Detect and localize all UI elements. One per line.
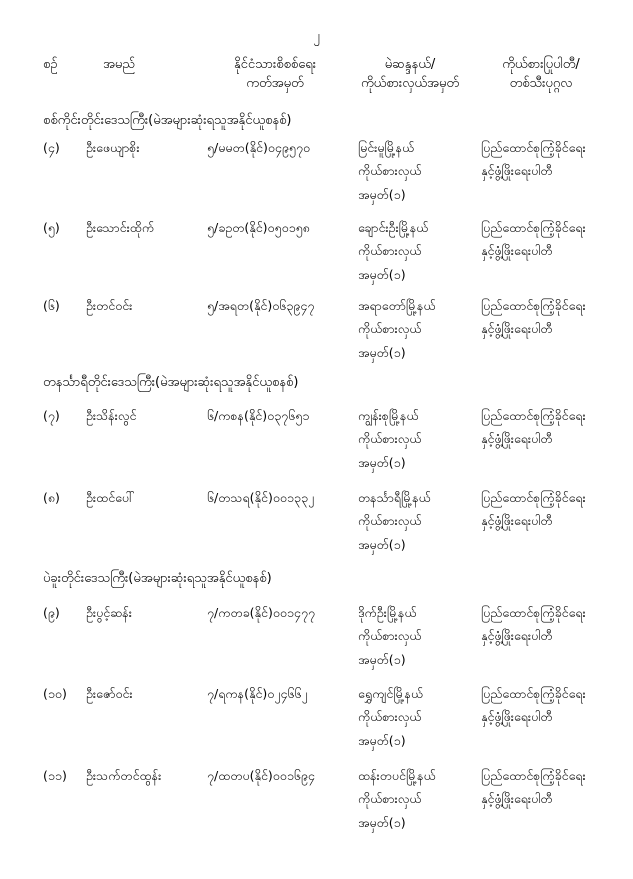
header-col-nrc-line1: နိုင်ငံသားစိစစ်ရေး bbox=[233, 57, 317, 72]
row-party: ပြည်ထောင်စုကြံ့ခိုင်ရေး bbox=[481, 768, 586, 783]
row-party: ပြည်ထောင်စုကြံ့ခိုင်ရေး bbox=[481, 298, 586, 313]
row-nrc: ၆/ကစန(နိုင်)၀၃၇၆၅၁ bbox=[207, 408, 310, 423]
row-name: ဦးသောင်းထိုက် bbox=[86, 220, 155, 235]
row-nrc: ၅/ခဥတ(နိုင်)၀၅၀၁၅၈ bbox=[207, 220, 310, 235]
row-nrc: ၇/ရကန(နိုင်)၀၂၄၆၆၂ bbox=[207, 686, 308, 701]
row-party-line2: နှင့်ဖွံ့ဖြိုးရေးပါတီ bbox=[481, 431, 553, 446]
table-row bbox=[0, 605, 633, 675]
row-party-line2: နှင့်ဖွံ့ဖြိုးရေးပါတီ bbox=[481, 513, 553, 528]
header-col-no: စဉ် bbox=[43, 57, 58, 72]
table-row bbox=[0, 686, 633, 756]
row-party-line2: နှင့်ဖွံ့ဖြိုးရေးပါတီ bbox=[481, 321, 553, 336]
row-constituency: ဒိုက်ဦးမြို့နယ် bbox=[358, 605, 417, 620]
header-col-nrc bbox=[205, 55, 345, 93]
row-party: ပြည်ထောင်စုကြံ့ခိုင်ရေး bbox=[481, 605, 586, 620]
row-name: ဦးတင်ဝင်း bbox=[86, 298, 133, 313]
row-constituency-line3: အမှတ်(၁) bbox=[358, 187, 406, 202]
row-party-line2: နှင့်ဖွံ့ဖြိုးရေးပါတီ bbox=[481, 243, 553, 258]
row-nrc: ၅/အရတ(နိုင်)၀၆၃၉၄၇ bbox=[207, 298, 315, 313]
row-constituency: ချောင်းဦးမြို့နယ် bbox=[358, 220, 429, 235]
table-row bbox=[0, 298, 633, 368]
row-number: (၆) bbox=[43, 298, 60, 313]
row-constituency-line2: ကိုယ်စားလှယ် bbox=[358, 791, 422, 806]
row-party: ပြည်ထောင်စုကြံ့ခိုင်ရေး bbox=[481, 490, 586, 505]
row-number: (၉) bbox=[43, 605, 60, 620]
page-number: ၂ bbox=[313, 29, 320, 44]
section-title: ပဲခူးတိုင်းဒေသကြီး(မဲအများဆုံးရသူအနိုင်ယူစနစ်) bbox=[43, 571, 272, 586]
row-number: (၄) bbox=[43, 140, 60, 155]
row-constituency-line3: အမှတ်(၁) bbox=[358, 652, 406, 667]
row-constituency-line2: ကိုယ်စားလှယ် bbox=[358, 709, 422, 724]
row-party: ပြည်ထောင်စုကြံ့ခိုင်ရေး bbox=[481, 686, 586, 701]
row-party: ပြည်ထောင်စုကြံ့ခိုင်ရေး bbox=[481, 140, 586, 155]
section-title: စစ်ကိုင်းတိုင်းဒေသကြီး(မဲအများဆုံးရသူအနိုင်ယူစနစ်) bbox=[43, 113, 292, 128]
row-constituency-line3: အမှတ်(၁) bbox=[358, 815, 406, 830]
row-constituency: ကျွန်းစုမြို့နယ် bbox=[358, 408, 419, 423]
row-name: ဦးဖေယျာစိုး bbox=[86, 140, 140, 155]
row-number: (၁၀) bbox=[43, 686, 67, 701]
row-nrc: ၇/ထတပ(နိုင်)၀၀၁၆၉၄ bbox=[207, 768, 315, 783]
row-nrc: ၅/မမတ(နိုင်)၀၄၉၅၇၀ bbox=[207, 140, 311, 155]
row-number: (၅) bbox=[43, 220, 60, 235]
row-constituency-line3: အမှတ်(၁) bbox=[358, 537, 406, 552]
row-constituency-line2: ကိုယ်စားလှယ် bbox=[358, 513, 422, 528]
header-col-party-line2: တစ်သီးပုဂ္ဂလ bbox=[509, 76, 573, 91]
row-nrc: ၇/ကတခ(နိုင်)၀၀၁၄၇၇ bbox=[207, 605, 316, 620]
header-col-party-line1: ကိုယ်စားပြုပါတီ/ bbox=[502, 57, 580, 72]
row-constituency: တနင်္သာရီမြို့နယ် bbox=[358, 490, 431, 505]
header-col-constituency-line1: မဲဆန္ဒနယ်/ bbox=[384, 57, 436, 72]
row-party: ပြည်ထောင်စုကြံ့ခိုင်ရေး bbox=[481, 220, 586, 235]
header-col-name: အမည် bbox=[103, 57, 135, 72]
table-row bbox=[0, 220, 633, 290]
row-party-line2: နှင့်ဖွံ့ဖြိုးရေးပါတီ bbox=[481, 709, 553, 724]
table-row bbox=[0, 408, 633, 478]
row-constituency-line3: အမှတ်(၁) bbox=[358, 345, 406, 360]
header-col-nrc-line2: ကတ်အမှတ် bbox=[246, 76, 304, 91]
row-party-line2: နှင့်ဖွံ့ဖြိုးရေးပါတီ bbox=[481, 791, 553, 806]
row-constituency-line2: ကိုယ်စားလှယ် bbox=[358, 321, 422, 336]
row-name: ဦးပွင့်ဆန်း bbox=[86, 605, 132, 620]
row-number: (၇) bbox=[43, 408, 60, 423]
row-constituency-line2: ကိုယ်စားလှယ် bbox=[358, 163, 422, 178]
row-constituency: ရွှေကျင်မြို့နယ် bbox=[358, 686, 424, 701]
row-constituency-line2: ကိုယ်စားလှယ် bbox=[358, 431, 422, 446]
row-constituency-line2: ကိုယ်စားလှယ် bbox=[358, 243, 422, 258]
row-number: (၈) bbox=[43, 490, 60, 505]
row-constituency-line3: အမှတ်(၁) bbox=[358, 733, 406, 748]
row-constituency-line3: အမှတ်(၁) bbox=[358, 455, 406, 470]
row-party: ပြည်ထောင်စုကြံ့ခိုင်ရေး bbox=[481, 408, 586, 423]
header-col-party bbox=[476, 55, 606, 93]
row-constituency: အရာတော်မြို့နယ် bbox=[358, 298, 436, 313]
row-name: ဦးဇော်ဝင်း bbox=[86, 686, 133, 701]
row-constituency-line3: အမှတ်(၁) bbox=[358, 267, 406, 282]
row-party-line2: နှင့်ဖွံ့ဖြိုးရေးပါတီ bbox=[481, 163, 553, 178]
row-nrc: ၆/တသရ(နိုင်)၀၀၁၃၃၂ bbox=[207, 490, 315, 505]
row-constituency: ထန်းတပင်မြို့နယ် bbox=[358, 768, 436, 783]
header-col-constituency-line2: ကိုယ်စားလှယ်အမှတ် bbox=[360, 76, 460, 91]
row-constituency-line2: ကိုယ်စားလှယ် bbox=[358, 628, 422, 643]
row-number: (၁၁) bbox=[43, 768, 67, 783]
row-constituency: မြင်းမူမြို့နယ် bbox=[358, 140, 415, 155]
table-row bbox=[0, 490, 633, 560]
row-name: ဦးသိန်းလွင် bbox=[86, 408, 137, 423]
table-row bbox=[0, 140, 633, 210]
section-title: တနင်္သာရီတိုင်းဒေသကြီး(မဲအများဆုံးရသူအနိုင်ယူစနစ်) bbox=[43, 375, 299, 390]
header-col-constituency bbox=[355, 55, 465, 93]
row-name: ဦးထင်ပေါ် bbox=[86, 490, 135, 505]
row-name: ဦးသက်တင်ထွန်း bbox=[86, 768, 162, 783]
table-row bbox=[0, 768, 633, 838]
row-party-line2: နှင့်ဖွံ့ဖြိုးရေးပါတီ bbox=[481, 628, 553, 643]
